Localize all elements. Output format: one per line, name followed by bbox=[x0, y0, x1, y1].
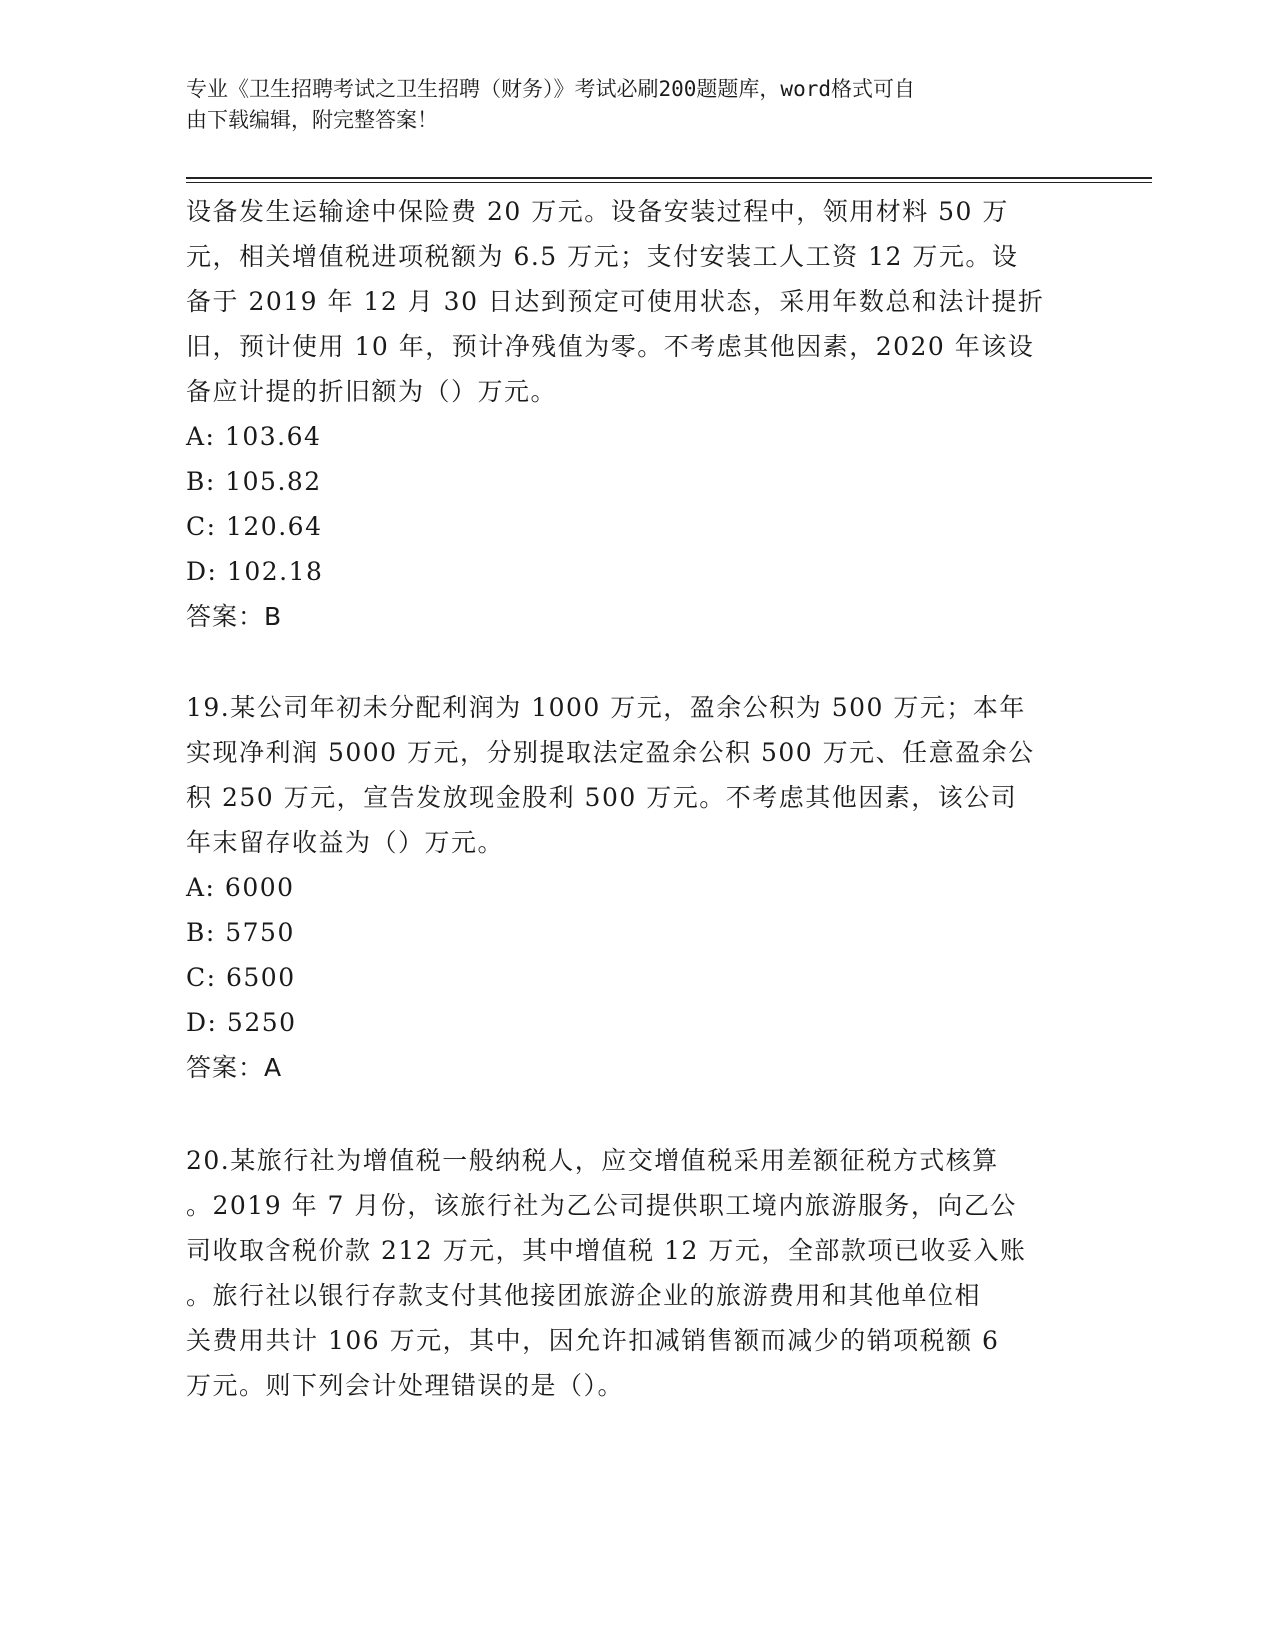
question-20-line: 万元。则下列会计处理错误的是（）。 bbox=[186, 1371, 625, 1400]
header-divider-thin bbox=[186, 182, 1152, 183]
question-19-option-a: A: 6000 bbox=[186, 873, 295, 902]
page-header bbox=[186, 74, 1076, 136]
question-20-line: 20.某旅行社为增值税一般纳税人，应交增值税采用差额征税方式核算 bbox=[186, 1146, 999, 1175]
question-18-line: 设备发生运输途中保险费 20 万元。设备安装过程中，领用材料 50 万 bbox=[186, 197, 1009, 226]
question-18-option-a: A: 103.64 bbox=[186, 422, 322, 451]
question-18-line: 备于 2019 年 12 月 30 日达到预定可使用状态，采用年数总和法计提折 bbox=[186, 287, 1045, 316]
question-19-block bbox=[186, 685, 1086, 1090]
question-18-line: 备应计提的折旧额为（）万元。 bbox=[186, 377, 558, 406]
question-18-line: 旧，预计使用 10 年，预计净残值为零。不考虑其他因素，2020 年该设 bbox=[186, 332, 1035, 361]
question-19-option-b: B: 5750 bbox=[186, 918, 295, 947]
question-19-answer: 答案：A bbox=[186, 1053, 283, 1082]
header-line-2: 由下载编辑，附完整答案！ bbox=[186, 108, 438, 132]
question-20-line: 。旅行社以银行存款支付其他接团旅游企业的旅游费用和其他单位相 bbox=[186, 1281, 982, 1310]
question-19-option-d: D: 5250 bbox=[186, 1008, 297, 1037]
question-18-block bbox=[186, 189, 1086, 639]
question-20-line: 司收取含税价款 212 万元，其中增值税 12 万元，全部款项已收妥入账 bbox=[186, 1236, 1027, 1265]
question-19-line: 积 250 万元，宣告发放现金股利 500 万元。不考虑其他因素，该公司 bbox=[186, 783, 1018, 812]
question-19-line: 实现净利润 5000 万元，分别提取法定盈余公积 500 万元、任意盈余公 bbox=[186, 738, 1035, 767]
question-18-option-b: B: 105.82 bbox=[186, 467, 322, 496]
question-19-line: 19.某公司年初未分配利润为 1000 万元，盈余公积为 500 万元；本年 bbox=[186, 693, 1026, 722]
question-18-option-c: C: 120.64 bbox=[186, 512, 323, 541]
question-19-option-c: C: 6500 bbox=[186, 963, 296, 992]
header-divider-thick bbox=[186, 177, 1152, 179]
question-20-block bbox=[186, 1138, 1086, 1408]
question-18-line: 元，相关增值税进项税额为 6.5 万元；支付安装工人工资 12 万元。设 bbox=[186, 242, 1019, 271]
question-18-option-d: D: 102.18 bbox=[186, 557, 324, 586]
question-19-line: 年末留存收益为（）万元。 bbox=[186, 828, 505, 857]
question-18-answer: 答案：B bbox=[186, 602, 283, 631]
header-line-1: 专业《卫生招聘考试之卫生招聘（财务）》考试必刷200题题库，word格式可自 bbox=[186, 77, 915, 101]
question-20-line: 关费用共计 106 万元，其中，因允许扣减销售额而减少的销项税额 6 bbox=[186, 1326, 1000, 1355]
question-20-line: 。2019 年 7 月份，该旅行社为乙公司提供职工境内旅游服务，向乙公 bbox=[186, 1191, 1017, 1220]
